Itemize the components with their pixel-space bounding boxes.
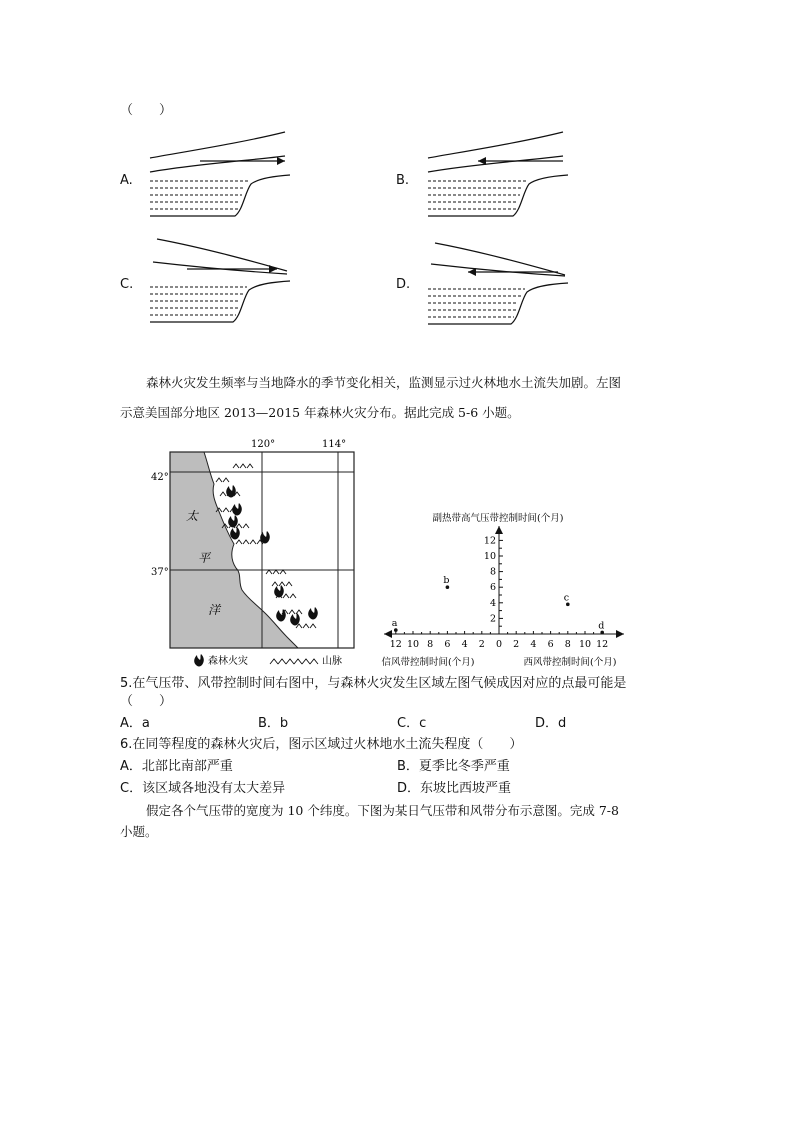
x-axis-arrow-right xyxy=(616,630,624,638)
intro-5-6-line-2: 示意美国部分地区 2013—2015 年森林火灾分布。据此完成 5-6 小题。 xyxy=(120,405,520,420)
option-b-diagram xyxy=(423,130,583,220)
option-a-diagram xyxy=(145,130,305,220)
q5-option-c[interactable]: C．c xyxy=(397,716,427,731)
option-d-diagram xyxy=(423,238,583,330)
ocean-char-3: 洋 xyxy=(208,603,221,617)
option-d-label: D. xyxy=(396,277,411,292)
ocean-char-2: 平 xyxy=(198,551,211,565)
point-label-d: d xyxy=(598,620,605,632)
legend-mountain-icon xyxy=(270,659,318,664)
option-b-label: B. xyxy=(396,173,410,188)
q6-option-b[interactable]: B．夏季比冬季严重 xyxy=(397,759,510,774)
q5-stem: 5.在气压带、风带控制时间右图中，与森林火灾发生区域左图气候成因对应的点最可能是 xyxy=(120,676,627,691)
pressure-wind-control-chart xyxy=(380,508,630,674)
lon-label-114: 114° xyxy=(322,439,347,450)
x-tick-label: 10 xyxy=(406,639,420,650)
point-label-c: c xyxy=(563,592,570,604)
q6-stem: 6.在同等程度的森林火灾后，图示区域过火林地水土流失程度（ ） xyxy=(120,737,523,752)
lat-label-42: 42° xyxy=(151,472,169,483)
question-4-answer-paren: （ ） xyxy=(120,103,173,118)
q6-option-d[interactable]: D．东坡比西坡严重 xyxy=(397,781,512,796)
intro-7-8-line-2: 小题。 xyxy=(120,824,158,839)
y-tick-label: 2 xyxy=(489,613,496,625)
forest-fire-map xyxy=(148,434,373,670)
lon-label-120: 120° xyxy=(251,439,276,450)
option-c-diagram xyxy=(145,234,305,329)
option-a-label: A. xyxy=(120,173,133,188)
intro-7-8-line-1: 假定各个气压带的宽度为 10 个纬度。下图为某日气压带和风带分布示意图。完成 7-8 xyxy=(146,803,619,818)
y-tick-label: 8 xyxy=(489,566,496,578)
x-tick-label: 4 xyxy=(530,639,537,650)
x-tick-label: 8 xyxy=(564,639,571,650)
q5-option-b[interactable]: B．b xyxy=(258,716,289,731)
intro-5-6-line-1: 森林火灾发生频率与当地降水的季节变化相关，监测显示过火林地水土流失加剧。左图 xyxy=(146,375,622,390)
x-tick-label: 2 xyxy=(513,639,520,650)
x-axis-arrow-left xyxy=(384,630,392,638)
legend-fire-icon xyxy=(194,654,204,667)
x-tick-label: 0 xyxy=(495,639,503,650)
y-tick-label: 12 xyxy=(483,535,496,547)
option-c-label: C. xyxy=(120,277,134,292)
x-tick-label: 12 xyxy=(389,639,402,650)
x-tick-label: 12 xyxy=(596,639,609,650)
q6-option-c[interactable]: C．该区域各地没有太大差异 xyxy=(120,781,286,796)
x-label-westerlies: 西风带控制时间(个月) xyxy=(523,657,617,668)
q6-option-a[interactable]: A．北部比南部严重 xyxy=(120,759,233,774)
x-tick-label: 6 xyxy=(547,639,554,650)
y-axis-arrow xyxy=(495,526,503,534)
ocean-char-1: 太 xyxy=(186,509,199,523)
x-tick-label: 10 xyxy=(578,639,592,650)
y-tick-label: 10 xyxy=(483,551,496,562)
x-tick-label: 8 xyxy=(427,639,434,650)
q5-option-d[interactable]: D．d xyxy=(535,716,567,731)
lat-label-37: 37° xyxy=(151,567,169,578)
legend-mountain-label: 山脉 xyxy=(322,656,342,667)
legend-fire-label: 森林火灾 xyxy=(208,656,248,667)
point-label-b: b xyxy=(443,575,450,587)
chart-title: 副热带高气压带控制时间(个月) xyxy=(432,513,564,524)
q5-option-a[interactable]: A．a xyxy=(120,716,150,731)
x-tick-label: 4 xyxy=(461,639,468,650)
y-tick-label: 6 xyxy=(489,582,496,594)
x-tick-label: 6 xyxy=(444,639,451,650)
x-label-trade-wind: 信风带控制时间(个月) xyxy=(381,657,475,668)
x-tick-label: 2 xyxy=(478,639,485,650)
y-tick-label: 4 xyxy=(489,597,496,609)
q5-paren: （ ） xyxy=(120,694,173,709)
point-label-a: a xyxy=(391,618,398,630)
